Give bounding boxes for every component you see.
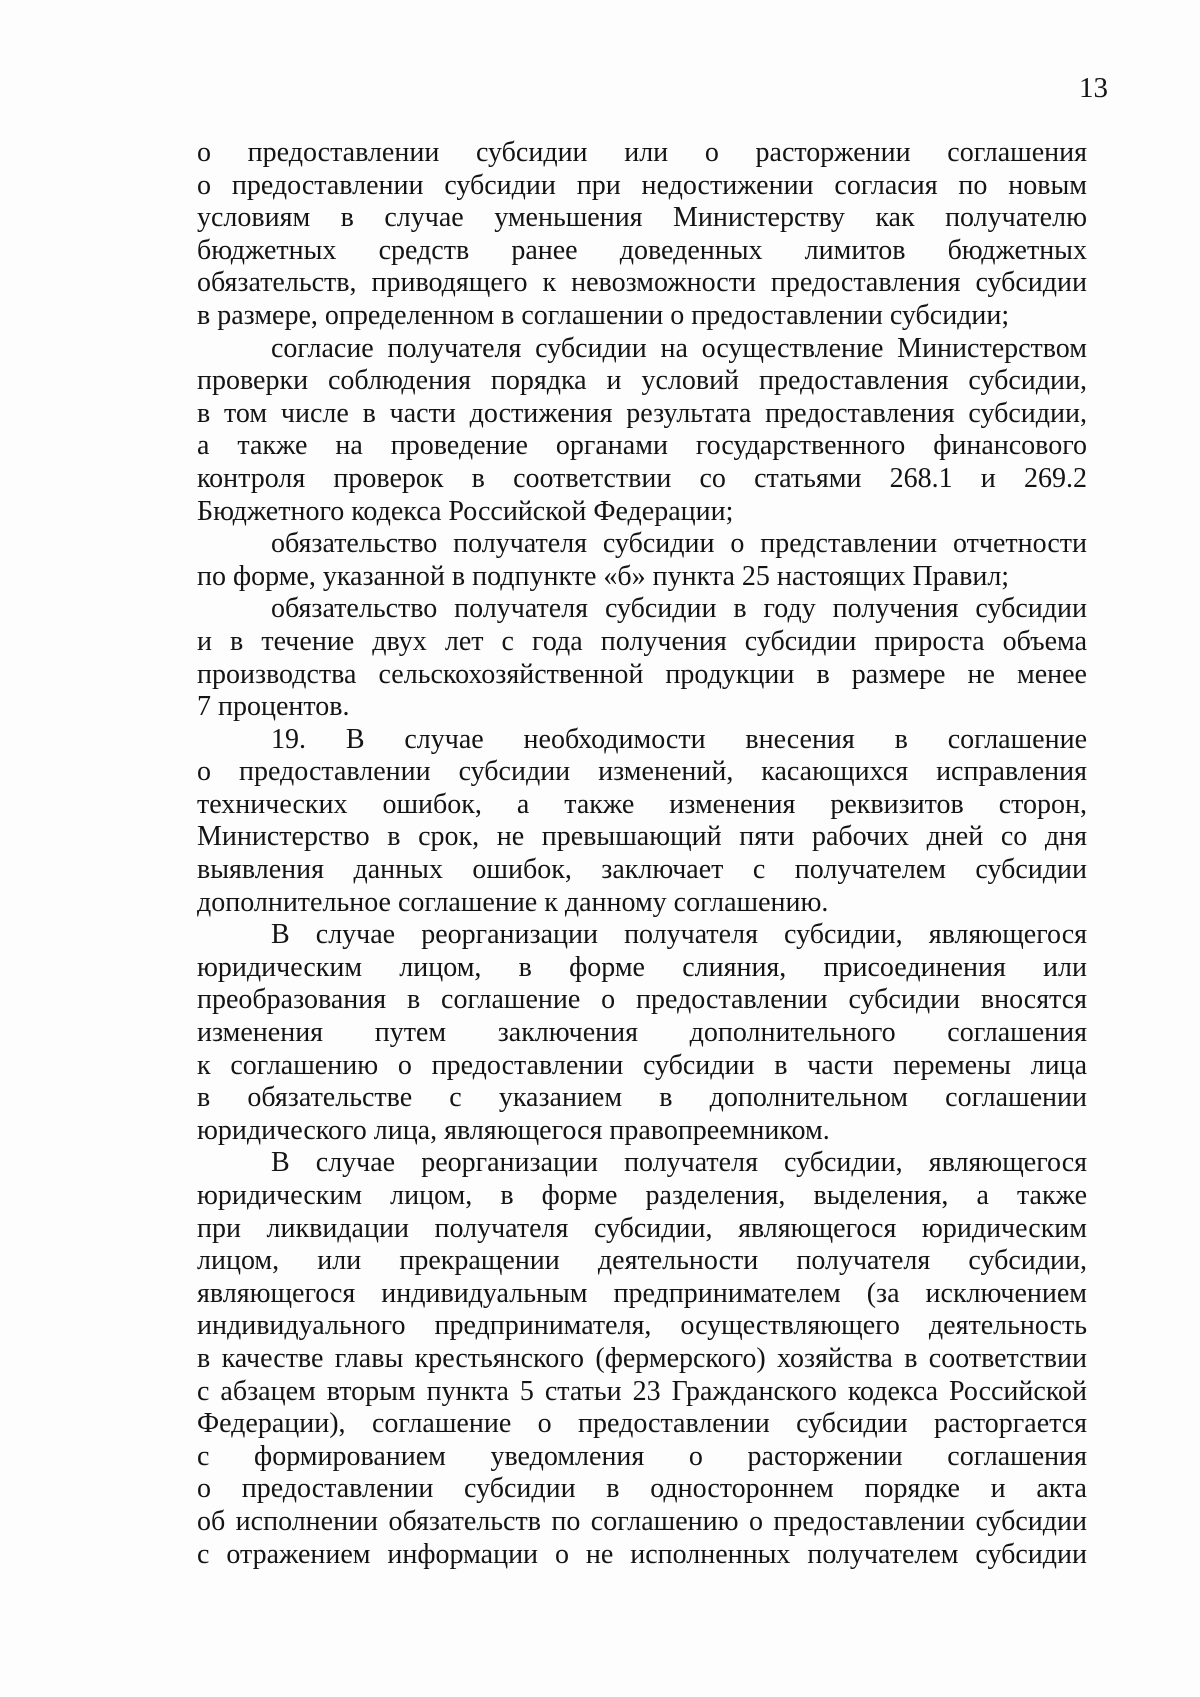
text-line: в качестве главы крестьянского (фермерского) хозяйства в соответствии (197, 1342, 1087, 1374)
text-line: в том числе в части достижения результата предоставления субсидии, (197, 397, 1087, 429)
text-line: в размере, определенном в соглашении о предоставлении субсидии; (197, 299, 1010, 331)
text-line: обязательств, приводящего к невозможности предоставления субсидии (197, 267, 1087, 299)
text-line: индивидуального предпринимателя, осуществляющего деятельность (197, 1310, 1087, 1342)
text-line: изменения путем заключения дополнительного соглашения (197, 1017, 1087, 1049)
text-line: контроля проверок в соответствии со статьями 268.1 и 269.2 (197, 462, 1087, 494)
text-line: условиям в случае уменьшения Министерству как получателю (197, 202, 1087, 234)
text-line: проверки соблюдения порядка и условий предоставления субсидии, (197, 365, 1087, 397)
text-line: дополнительное соглашение к данному соглашению. (197, 886, 829, 918)
text-line: о предоставлении субсидии при недостижении согласия по новым (197, 169, 1087, 201)
text-line: В случае реорганизации получателя субсидии, являющегося (271, 1147, 1087, 1179)
text-line: а также на проведение органами государственного финансового (197, 430, 1087, 462)
text-line: к соглашению о предоставлении субсидии в части перемены лица (197, 1049, 1087, 1081)
text-line: о предоставлении субсидии изменений, касающихся исправления (197, 756, 1087, 788)
text-line: по форме, указанной в подпункте «б» пункта 25 настоящих Правил; (197, 560, 1010, 592)
text-line: 19. В случае необходимости внесения в соглашение (271, 723, 1087, 755)
text-line: Бюджетного кодекса Российской Федерации; (197, 495, 734, 527)
text-line: В случае реорганизации получателя субсидии, являющегося (271, 919, 1087, 951)
text-line: согласие получателя субсидии на осуществление Министерством (271, 332, 1087, 364)
text-line: юридического лица, являющегося правопреемником. (197, 1114, 830, 1146)
document-body (197, 137, 1087, 1571)
page-number: 13 (1079, 72, 1108, 104)
text-line: о предоставлении субсидии или о расторжении соглашения (197, 137, 1087, 168)
text-line: с абзацем вторым пункта 5 статьи 23 Гражданского кодекса Российской (197, 1375, 1087, 1407)
text-line: об исполнении обязательств по соглашению о предоставлении субсидии (197, 1505, 1087, 1537)
text-line: и в течение двух лет с года получения субсидии прироста объема (197, 625, 1087, 657)
text-line: Федерации), соглашение о предоставлении субсидии расторгается (197, 1408, 1087, 1440)
text-line: являющегося индивидуальным предпринимателем (за исключением (197, 1277, 1087, 1309)
text-line: технических ошибок, а также изменения реквизитов сторон, (197, 788, 1087, 820)
text-line: 7 процентов. (197, 691, 350, 723)
text-line: юридическим лицом, в форме разделения, выделения, а также (197, 1180, 1087, 1211)
text-line: бюджетных средств ранее доведенных лимитов бюджетных (197, 234, 1087, 266)
text-line: обязательство получателя субсидии о представлении отчетности (271, 528, 1087, 560)
text-line: о предоставлении субсидии в одностороннем порядке и акта (197, 1473, 1087, 1505)
text-line: в обязательстве с указанием в дополнительном соглашении (197, 1082, 1087, 1114)
text-line: выявления данных ошибок, заключает с получателем субсидии (197, 854, 1087, 886)
text-line: Министерство в срок, не превышающий пяти рабочих дней со дня (197, 821, 1087, 853)
text-line: при ликвидации получателя субсидии, являющегося юридическим (197, 1212, 1087, 1244)
text-line: обязательство получателя субсидии в году получения субсидии (271, 593, 1087, 625)
text-line: преобразования в соглашение о предоставлении субсидии вносятся (197, 984, 1087, 1016)
text-line: с отражением информации о не исполненных получателем субсидии (197, 1538, 1087, 1570)
text-line: производства сельскохозяйственной продукции в размере не менее (197, 658, 1087, 690)
text-line: с формированием уведомления о расторжении соглашения (197, 1440, 1087, 1472)
text-line: юридическим лицом, в форме слияния, присоединения или (197, 951, 1087, 983)
text-line: лицом, или прекращении деятельности получателя субсидии, (197, 1245, 1087, 1277)
